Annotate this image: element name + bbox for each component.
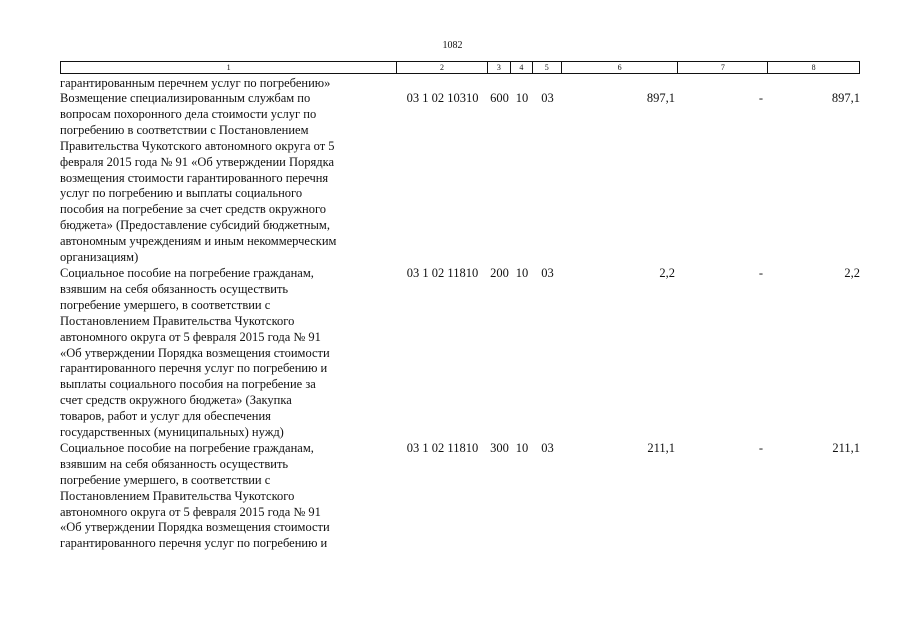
row-value-6: 211,1 bbox=[647, 440, 675, 455]
header-cell-5: 5 bbox=[533, 62, 562, 73]
row-value-7: - bbox=[758, 91, 763, 105]
row-description: Возмещение специализированным службам по вопросам похоронного дела стоимости услуг по погребению в соответствии с Постановлением Правительства Чукотского автономного округа от 5 февраля 2015 года № 91 «Об утверждении Порядка возмещения стоимости гарантированного перечня услуг по погребению и выплаты социального пособия на погребение за счет средств окружного бюджета» (Предоставление субсидий бюджетным, автономным учреждениям и иным некоммерческим организациям) bbox=[60, 91, 337, 265]
header-cell-4: 4 bbox=[511, 62, 533, 73]
page-number: 1082 bbox=[442, 40, 463, 51]
row-description: Социальное пособие на погребение гражданам, взявшим на себя обязанность осуществить погребение умершего, в соответствии с Постановлением Правительства Чукотского автономного округа от 5 февраля 2015 года № 91 «Об утверждении Порядка возмещения стоимости гарантированного перечня услуг по погребению и bbox=[60, 440, 330, 551]
table-row bbox=[60, 91, 860, 266]
header-cell-1: 1 bbox=[61, 62, 397, 73]
row-subsection: 03 bbox=[541, 91, 554, 105]
row-section: 10 bbox=[515, 440, 529, 455]
header-cell-3: 3 bbox=[488, 62, 511, 73]
row-subsection: 03 bbox=[541, 265, 554, 280]
continued-text: гарантированным перечнем услуг по погребению» bbox=[60, 76, 331, 90]
row-value-8: 211,1 bbox=[832, 440, 860, 455]
table-row bbox=[60, 266, 860, 441]
row-code: 03 1 02 11810 bbox=[406, 440, 479, 455]
header-cell-6: 6 bbox=[562, 62, 679, 73]
row-value-7: - bbox=[758, 440, 763, 455]
row-subsection: 03 bbox=[541, 440, 554, 455]
header-cell-8: 8 bbox=[811, 63, 816, 72]
header-cell-7: 7 bbox=[678, 62, 768, 73]
row-value-6: 897,1 bbox=[646, 91, 675, 105]
row-value-7: - bbox=[758, 265, 763, 280]
row-value-6: 2,2 bbox=[659, 265, 675, 280]
row-value-8: 2,2 bbox=[844, 265, 860, 280]
row-description: Социальное пособие на погребение гражданам, взявшим на себя обязанность осуществить погребение умершего, в соответствии с Постановлением Правительства Чукотского автономного округа от 5 февраля 2015 года № 91 «Об утверждении Порядка возмещения стоимости гарантированного перечня услуг по погребению и выплаты социального пособия на погребение за счет средств окружного бюджета» (Закупка товаров, работ и услуг для обеспечения государственных (муниципальных) нужд) bbox=[60, 265, 330, 440]
table-header-row bbox=[60, 61, 860, 74]
header-cell-2: 2 bbox=[397, 62, 488, 73]
row-expense-type: 300 bbox=[490, 440, 509, 455]
table-body bbox=[60, 76, 860, 552]
table-row bbox=[60, 441, 860, 552]
row-section: 10 bbox=[515, 265, 529, 280]
row-code: 03 1 02 10310 bbox=[406, 91, 479, 105]
row-value-8: 897,1 bbox=[831, 91, 860, 105]
row-expense-type: 600 bbox=[490, 91, 509, 105]
row-section: 10 bbox=[515, 91, 529, 105]
row-expense-type: 200 bbox=[490, 265, 509, 280]
row-code: 03 1 02 11810 bbox=[406, 265, 479, 280]
